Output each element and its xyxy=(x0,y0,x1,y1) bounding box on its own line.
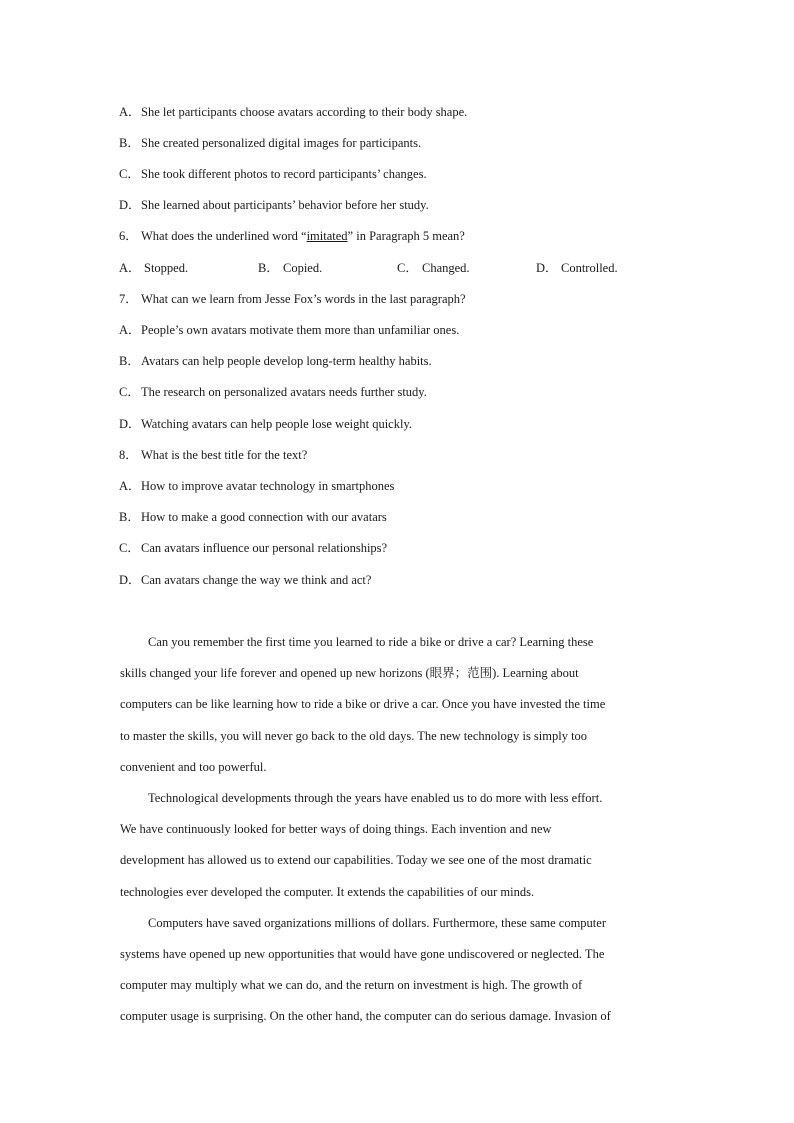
option-text: She took different photos to record participants’ changes. xyxy=(141,167,427,181)
option-text: Watching avatars can help people lose weight quickly. xyxy=(141,417,413,431)
option-text: Stopped. xyxy=(144,261,189,275)
option-text: Controlled. xyxy=(561,261,618,275)
option-letter: D． xyxy=(119,417,141,431)
q7-option-d xyxy=(119,416,412,432)
q6-stem xyxy=(119,228,465,244)
passage-p3-line: Computers have saved organizations millions of dollars. Furthermore, these same computer xyxy=(148,916,606,930)
option-letter: D． xyxy=(119,198,141,212)
option-text: Copied. xyxy=(283,261,323,275)
option-letter: C． xyxy=(397,261,418,275)
option-letter: C． xyxy=(119,385,140,399)
q8-option-d xyxy=(119,572,371,588)
passage-p3-line: computer usage is surprising. On the other hand, the computer can do serious damage. Invasion of xyxy=(120,1009,611,1023)
q5-option-d xyxy=(119,197,429,213)
passage-p2-line: technologies ever developed the computer. It extends the capabilities of our minds. xyxy=(120,885,535,899)
question-number: 6． xyxy=(119,229,138,243)
option-text: How to make a good connection with our avatars xyxy=(141,510,387,524)
q8-option-c xyxy=(119,540,387,556)
option-letter: D． xyxy=(536,261,558,275)
option-text: People’s own avatars motivate them more than unfamiliar ones. xyxy=(141,323,460,337)
q8-option-a xyxy=(119,478,394,494)
q8-option-b xyxy=(119,509,387,525)
q6-option-d xyxy=(536,260,618,276)
question-number: 7． xyxy=(119,292,138,306)
passage-p1-line: to master the skills, you will never go back to the old days. The new technology is simply too xyxy=(120,729,588,743)
option-letter: A． xyxy=(119,479,141,493)
option-text: She learned about participants’ behavior before her study. xyxy=(141,198,429,212)
passage-p1-line: Can you remember the first time you learned to ride a bike or drive a car? Learning these xyxy=(148,635,594,649)
option-text: Can avatars influence our personal relationships? xyxy=(141,541,388,555)
question-text-after: ” in Paragraph 5 mean? xyxy=(347,229,465,243)
q6-option-a xyxy=(119,260,188,276)
q5-option-a xyxy=(119,104,467,120)
option-text: Changed. xyxy=(422,261,470,275)
q7-stem xyxy=(119,291,466,307)
passage-p2-line: Technological developments through the years have enabled us to do more with less effort. xyxy=(148,791,603,805)
q6-option-b xyxy=(258,260,322,276)
option-letter: C． xyxy=(119,167,140,181)
q7-option-a xyxy=(119,322,459,338)
option-letter: A． xyxy=(119,323,141,337)
passage-p1-line: computers can be like learning how to ride a bike or drive a car. Once you have invested the time xyxy=(120,697,606,711)
option-letter: B． xyxy=(119,354,140,368)
q5-option-b xyxy=(119,135,421,151)
option-letter: A． xyxy=(119,261,141,275)
option-text: How to improve avatar technology in smartphones xyxy=(141,479,395,493)
question-text: What is the best title for the text? xyxy=(141,448,308,462)
option-letter: B． xyxy=(119,510,140,524)
q6-options xyxy=(119,260,679,276)
option-text: She let participants choose avatars according to their body shape. xyxy=(141,105,468,119)
question-number: 8． xyxy=(119,448,138,462)
passage-p1-line: convenient and too powerful. xyxy=(120,760,267,774)
option-text: The research on personalized avatars needs further study. xyxy=(141,385,427,399)
q7-option-c xyxy=(119,384,427,400)
option-text: She created personalized digital images for participants. xyxy=(141,136,422,150)
q7-option-b xyxy=(119,353,432,369)
option-letter: D． xyxy=(119,573,141,587)
question-text-before: What does the underlined word “ xyxy=(141,229,307,243)
q8-stem xyxy=(119,447,307,463)
option-letter: B． xyxy=(119,136,140,150)
passage-p3-line: systems have opened up new opportunities that would have gone undiscovered or neglected. The xyxy=(120,947,605,961)
option-letter: B． xyxy=(258,261,279,275)
passage-p1-line: skills changed your life forever and opened up new horizons (眼界；范围). Learning about xyxy=(120,666,579,680)
option-text: Can avatars change the way we think and act? xyxy=(141,573,372,587)
underlined-word: imitated xyxy=(306,229,348,243)
q5-option-c xyxy=(119,166,427,182)
passage-p2-line: development has allowed us to extend our capabilities. Today we see one of the most dramatic xyxy=(120,853,592,867)
option-letter: A． xyxy=(119,105,141,119)
option-letter: C． xyxy=(119,541,140,555)
option-text: Avatars can help people develop long-term healthy habits. xyxy=(141,354,432,368)
passage-p3-line: computer may multiply what we can do, and the return on investment is high. The growth of xyxy=(120,978,583,992)
q6-option-c xyxy=(397,260,470,276)
question-text: What can we learn from Jesse Fox’s words in the last paragraph? xyxy=(141,292,466,306)
passage-p2-line: We have continuously looked for better ways of doing things. Each invention and new xyxy=(120,822,552,836)
